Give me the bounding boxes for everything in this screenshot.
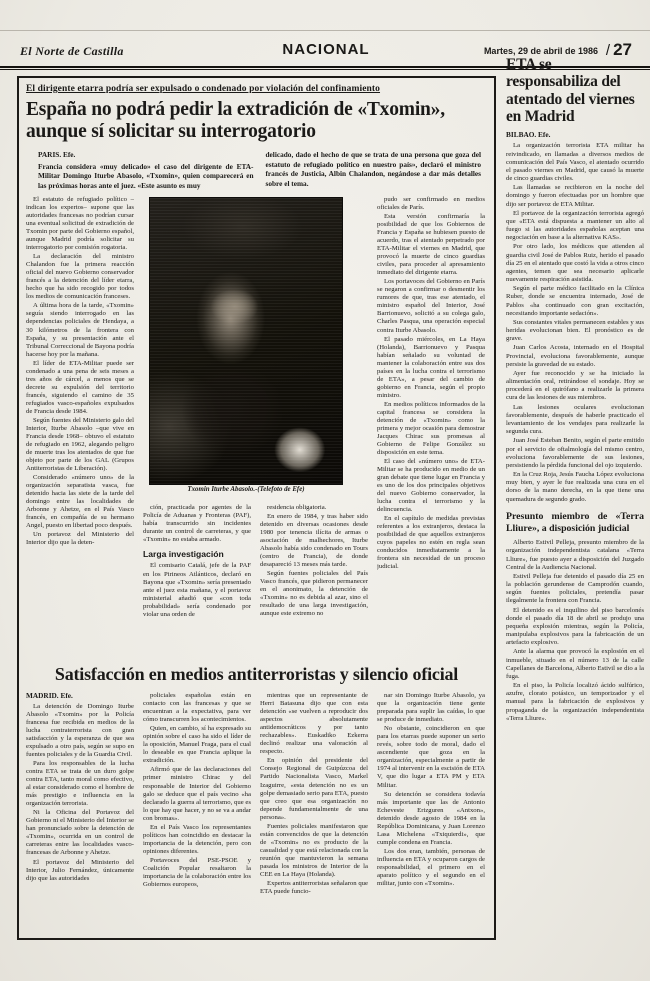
lead-text-1: Francia considera «muy delicado» el caso del dirigente de ETA-Militar Domingo Iturbe Abasolo, «Txomin», quien comparecerá en las próximas horas ante el juez. «Este asunto es muy: [38, 161, 254, 190]
second-article-column-3: mientras que un representante de Herri Batasuna dijo que con esta detención «se vuelven a reproducir dos aspectos absolutamente antidemocráticos y por tanto rechazables». Euskadiko Ezkerra declinó realizar una valoración al respecto. En opinión del presidente del Consejo Regional de Guipúzcoa del Partido Nacionalista Vasco, Markel Izaguirre, «esta detención no es un golpe demasiado serio para ETA, puesto que creo que esa organización no depende fundamentalmente de una persona». Fuentes policiales manifestaron que están convencidos de que la detención de «Txomin» no es producto de la casualidad y que está relacionada con la reunión que mantuvieron la semana pasada los ministros de Interior de la CEE en La Haya (Holanda). Expertos antiterroristas señalaron que ETA puede funcio-: [260, 692, 368, 895]
right-column-headline: ETA se responsabiliza del atentado del viernes en Madrid: [506, 56, 635, 126]
main-article-headline: España no podrá pedir la extradición de «Txomin», aunque sí solicitar su interrogatorio: [26, 99, 445, 143]
page-number-value: 27: [613, 40, 632, 59]
body-column-2-pre: ción, practicada por agentes de la Policía de Aduanas y Fronteras (PAF), había transcurrido sin incidentes durante un control de carreteras, y que «Txomin» no estaba armado.: [143, 504, 251, 544]
section-title: NACIONAL: [282, 41, 370, 58]
body-column-4: pudo ser confirmado en medios oficiales de París. Esta versión confirmaría la posibilidad de que los Gobiernos de Francia y España se hubiesen puesto de acuerdo, tras el atentado perpetrado por ETA-Militar el viernes en Madrid, que provocó la muerte de cinco guardias civiles, para proceder al apresamiento inmediato del dirigente etarra. Los portavoces del Gobierno en París se negaron a confirmar o desmentir los rumores de que, tras ese atentado, el ministro español del Interior, José Barrionuevo, solicitó a su colega galo, Charles Pasqua, una operación especial contra Iturbe Abasolo. El pasado miércoles, en La Haya (Holanda), Barrionuevo y Pasqua habían señalado su voluntad de mantener la colaboración entre sus dos países en la lucha contra el terrorismo de ETA», a pesar del cambio de gobierno en Francia, según el propio ministro. En medios políticos informados de la capital francesa se considera la detención de «Txomin» como la primera y mejor ocasión para demostrar Jacques Chirac sus promesas al Gobierno de Felipe González su disposición en este tema. El caso del «número uno» de ETA-Militar se ha producido en medio de un gran debate que tiene lugar en Francia y es uno de los dos principales objetivos del nuevo Gobierno conservador, la lucha contra el terrorismo y la delincuencia. En el capítulo de medidas previstas referentes a los extranjeros, destaca la posibilidad de que aquellos extranjeros cuyos papeles no estén en regla sean conducidos inmediatamente a la frontera sin necesidad de un proceso judicial.: [377, 196, 485, 571]
body-column-3: residencia obligatoria. En enero de 1984, y tras haber sido detenido en diversas ocasiones desde 1980 por tenencia ilícita de armas o asociación de malhechores, Iturbe Abasolo había sido condenado en Tours (centro de Francia), de donde desapareció 13 meses más tarde. Según fuentes policiales del País Vasco francés, que pidieron permanecer en el anonimato, la detención de «Txomin» no es debida al azar, sino el resultado de una larga investigación, aunque este extremo no: [260, 504, 368, 618]
second-article-column-1-text: La detención de Domingo Iturbe Abasolo «Txomin» por la Policía francesa fue recibida en medios de la lucha contraterrorista con gran satisfacción y la esperanza de que sea expulsado a otro país, según se supo en fuentes policiales y de la Guardia Civil. Para los responsables de la lucha contra ETA se trata de un duro golpe contra ETA, tanto moral como efectivo, al estar considerado como el hombre de más prestigio e influencia en la organización terrorista. Ni la Oficina del Portavoz del Gobierno ni el Ministerio del Interior se han pronunciado sobre la detención de «Txomin», ocurrida en un control de carreteras entre las localidades vasco-francesas de Arbonne y Ahetze. El portavoz del Ministerio del Interior, Julio Fernández, únicamente dijo que las autoridades: [26, 702, 134, 882]
right-column-paragraphs-2: Alberto Estivil Pelleja, presunto miembro de la organización independentista catalana «Terra Lliure», fue puesto ayer a disposición del Juzgado Central de la Audiencia Nacional. Estivil Pelleja fue detenido el pasado día 25 en la población gerundense de Camprodón cuando, según fuentes policiales, pretendía pasar ilegalmente la frontera con Francia. El detenido es el inquilino del piso barcelonés donde el pasado día 18 de abril se produjo una pequeña explosión mientras, según la Policía, manipulaba explosivos para la fabricación de un artefacto explosivo. Ante la alarma que provocó la explosión en el inmueble, situado en el número 13 de la calle Capellanes de Barcelona, Alberto Estivil se dio a la fuga. En el piso, la Policía localizó ácido sulfúrico, azufre, clorato potásico, un temporizador y el manual para la fabricación de explosivos y propaganda de la organización independentista «Terra Lliure».: [506, 539, 644, 722]
photo-caption: Txomin Iturbe Abasolo.-(Telefoto de Efe): [187, 486, 305, 493]
second-article-dateline: MADRID. Efe.: [26, 692, 73, 701]
issue-date: Martes, 29 de abril de 1986: [483, 46, 598, 56]
body-column-1: El estatuto de refugiado político –indican los expertos– supone que las autoridades francesas no podrían cursar una eventual solicitud de extradición de Txomin por parte del Gobierno español, aunque Madrid podría solicitar su interrogatorio por comisión rogatoria. La declaración del ministro Chalandon fue la primera reacción oficial del nuevo Gobierno conservador francés a la detención del líder etarra, hecho que ha sido recogido por todos los medios de comunicación franceses. A última hora de la tarde, «Txomin» seguía siendo interrogado en las dependencias policiales de Hendaya, a 30 kilómetros de la frontera con España, y su presentación ante el Tribunal Correccional de Bayona podría hacerse hoy por la mañana. El líder de ETA-Militar puede ser condenado a una pena de seis meses a tres años de cárcel, a menos que se decrete su expulsión del territorio francés, siguiendo el camino de 35 refugiados vasco-españoles expulsados de Francia desde 1984. Según fuentes del Ministerio galo del Interior, Iturbe Abasolo –que vive en Francia desde 1968– obtuvo el estatuto de refugiado en 1962, alegando peligro de muerte tras los atentados de que fue objeto por parte de los GAL (Grupos Antiterroristas de Liberación). Considerado «número uno» de la organización separatista vasca, fue detenido hacia las siete de la tarde del domingo entre las localidades de Arbonne y Ahetze, en el País Vasco francés, en compañía de su hermano Angel, puesto en libertad poco después. Un portavoz del Ministerio del Interior dijo que la deten-: [26, 196, 134, 547]
top-rule: [0, 30, 650, 31]
lead-column-1: [38, 150, 254, 190]
body-column-2-post: El comisario Catalá, jefe de la PAF en los Pirineos Atlánticos, declaró en Bayona que «Txomin» sería presentado ante el juez esta mañana, y el portavoz ministerial añadió que «con toda probabilidad» sería condenado por violar una orden de: [143, 562, 251, 618]
second-article-headline: Satisfacción en medios antiterroristas y silencio oficial: [54, 664, 459, 684]
second-article-column-4: nar sin Domingo Iturbe Abasolo, ya que la organización tiene gente preparada para suplir las caídas, lo que se produce de inmediato. No obstante, coincidieron en que para los etarras puede suponer un serio revés, sobre todo de moral, dado el ascendiente que goza en la organización, especialmente a partir de 1974 al intervenir en la escisión de ETA V, que dio lugar a ETA PM y ETA Militar. Su detención se considera todavía más importante que las de Antonio Echeveste Erizguren «Antxon», detenido desde agosto de 1984 en la República Dominicana, y Juan Lorenzo Lasa Michelena «Txiquierdi», que cumple condena en Francia. Los dos eran, también, personas de influencia en ETA y ocuparon cargos de responsabilidad, el primero en el aparato político y el segundo en el militar, junto con «Txomin».: [377, 692, 485, 887]
main-article-body: [26, 196, 487, 658]
second-article-column-1: [26, 692, 134, 900]
second-article-column-2: policiales españolas están en contacto con las francesas y que se encuentran a la expectativa, para ver cómo transcurren los acontecimientos. Quien, en cambio, sí ha expresado su opinión sobre el caso ha sido el líder de la oposición, Manuel Fraga, para el cual lo deseable es que Francia aplique la extradición. Afirmó que de las declaraciones del primer ministro Chirac y del responsable de Interior del Gobierno galo se deduce que el país vecino «ha declarado la guerra al terrorismo, que es lo que hay que hacer, y no se va a andar con bromas». En el País Vasco los representantes políticos han coincidido en destacar la importancia de la detención, pero con opiniones diferentes. Portavoces del PSE-PSOE y Coalición Popular resaltaron la importancia de la colaboración entre los Gobiernos europeos,: [143, 692, 251, 888]
masthead: El Norte de Castilla: [20, 44, 124, 58]
subhead-larga-investigacion: Larga investigación: [143, 549, 224, 560]
lead-column-2: [266, 150, 482, 190]
photo-txomin-portrait: [150, 198, 342, 484]
main-article-lead: [38, 150, 481, 190]
main-article: [17, 76, 496, 940]
right-column-paragraphs: La organización terrorista ETA militar ha reivindicado, en llamadas a diversos medios de comunicación del País Vasco, el atentado ocurrido el pasado viernes en Madrid, que causó la muerte de cinco guardias civiles. Las llamadas se recibieron en la noche del domingo y fueron efectuadas por un hombre que dijo ser portavoz de ETA Militar. El portavoz de la organización terrorista agregó que «ETA está dispuesta a mantener un alto al fuego si las autoridades españolas aceptan una negociación en base a la alternativa KAS». Por otro lado, los médicos que atienden al guardia civil José de Pablos Ruiz, herido el pasado día 25 en el atentado que costó la vida a otros cinco agentes, temen que sea necesario aplicarle nuevamente respiración asistida. Según el parte médico facilitado en la Clínica Ruber, donde se encuentra internado, José de Pablos «ha continuado con gran excitación, necesitando importante sedación». Sus constantes vitales permanecen estables y sus heridas evolucionan bien. El pronóstico es de grave. Juan Carlos Acosta, internado en el Hospital Provincial, evoluciona favorablemente, aunque persiste la gravedad de su estado. Ayer fue reconocido y se ha iniciado la alimentación oral, retirándose el sondaje. Hoy se procederá en el quirófano a realizarle la primera cura de las lesiones de sus miembros. Las lesiones oculares evolucionan favorablemente, después de haberle practicado el levantamiento de los vendajes para realizarle la segunda cura. Juan José Esteban Benito, según el parte emitido por el servicio de oftalmología del mismo centro, evoluciona favorablemente de sus lesiones, persistiendo la pérdida funcional del ojo izquierdo. En la Cruz Roja, Jesús Faucha López evoluciona muy bien, y ayer le fue realizada una cura en el dorso de la mano derecha, en la que tiene una quemadura de segundo grado.: [506, 142, 644, 503]
lead-text-2: delicado, dado el hecho de que se trata de una persona que goza del estatuto de refugiado político en nuestro país», declaró el ministro francés de Justicia, Albin Chalandon, negándose a dar más detalles sobre el tema.: [265, 150, 481, 188]
right-column-article: [506, 56, 644, 976]
second-article-body: [26, 692, 487, 900]
subhead-terra-lliure: Presunto miembro de «Terra Lliure», a disposición judicial: [506, 510, 644, 534]
page-number-slash: /: [605, 42, 611, 59]
right-column-body: [506, 131, 644, 723]
main-article-dateline: PARIS. Efe.: [38, 150, 76, 160]
photo-grain: [150, 198, 342, 484]
right-column-dateline: BILBAO. Efe.: [506, 130, 551, 140]
main-article-kicker: El dirigente etarra podría ser expulsado o condenado por violación del confinamiento: [26, 84, 381, 94]
